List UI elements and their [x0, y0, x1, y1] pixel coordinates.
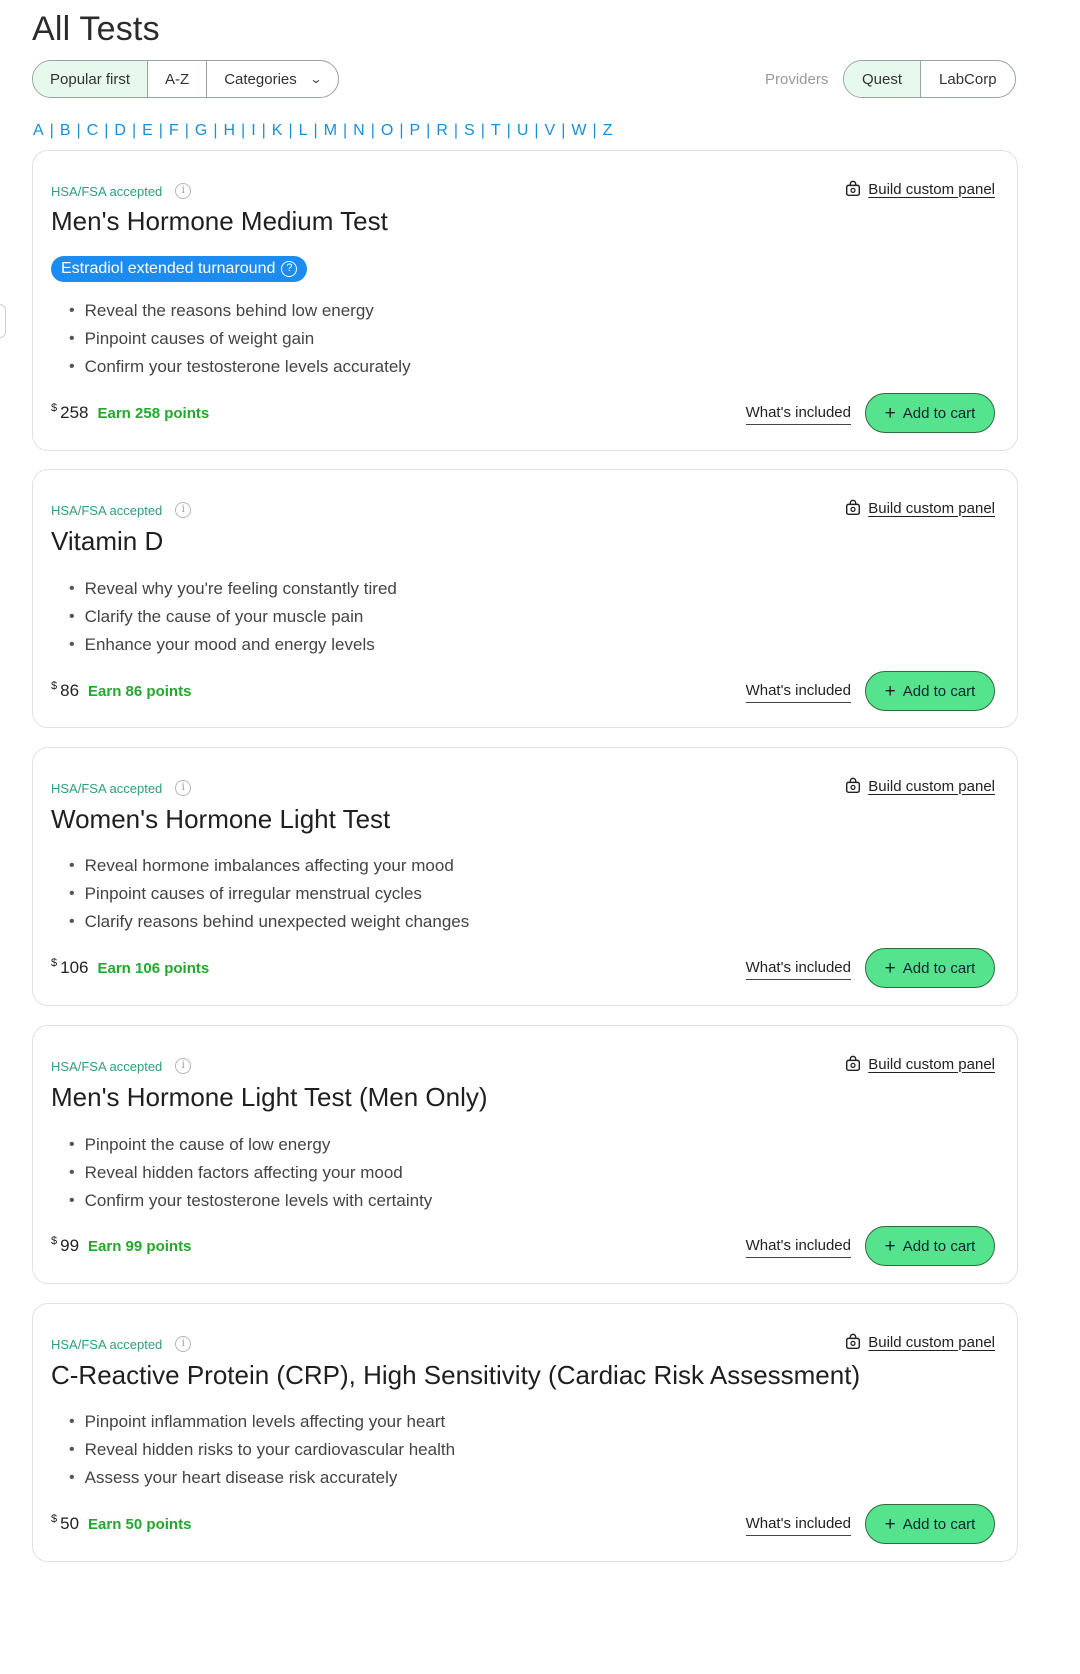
hsa-fsa-label: [51, 1058, 191, 1074]
shopping-bag-icon: [844, 777, 862, 795]
alphabet-separator: |: [104, 122, 109, 139]
shopping-bag-icon: [844, 499, 862, 517]
question-icon: ?: [281, 261, 297, 277]
benefit-list: [69, 575, 397, 659]
price-value: 106: [60, 958, 89, 977]
provider-quest-label: Quest: [862, 70, 903, 88]
alphabet-separator: |: [399, 122, 404, 139]
points-label: Earn 86 points: [88, 683, 192, 700]
price-row: [51, 1236, 191, 1256]
info-icon[interactable]: i: [175, 183, 191, 199]
provider-toggle-group: [843, 60, 1016, 98]
add-to-cart-button[interactable]: [865, 1504, 995, 1544]
side-drawer-handle[interactable]: [0, 304, 6, 338]
price-value: 99: [60, 1236, 80, 1255]
benefit-item: • Pinpoint causes of weight gain: [69, 325, 411, 353]
info-icon[interactable]: i: [175, 1336, 191, 1352]
add-to-cart-label: Add to cart: [902, 1515, 976, 1533]
hsa-fsa-label: [51, 502, 191, 518]
alphabet-letter-g[interactable]: G: [194, 122, 208, 139]
alphabet-separator: |: [213, 122, 218, 139]
build-custom-panel-text: Build custom panel: [868, 499, 995, 517]
alphabet-separator: |: [158, 122, 163, 139]
turnaround-badge[interactable]: [51, 256, 307, 282]
whats-included-link[interactable]: What's included: [746, 682, 851, 703]
alphabet-index: [32, 122, 613, 140]
alphabet-separator: |: [534, 122, 539, 139]
build-custom-panel-link[interactable]: [844, 180, 995, 198]
currency-symbol: $: [51, 957, 58, 969]
info-icon[interactable]: i: [175, 1058, 191, 1074]
test-title: Men's Hormone Medium Test: [51, 206, 388, 236]
alphabet-letter-p[interactable]: P: [409, 122, 421, 139]
build-custom-panel-link[interactable]: [844, 777, 995, 795]
plus-icon: +: [884, 402, 896, 424]
benefit-item: • Enhance your mood and energy levels: [69, 631, 397, 659]
add-to-cart-label: Add to cart: [902, 1237, 976, 1255]
points-label: Earn 50 points: [88, 1516, 192, 1533]
alphabet-separator: |: [313, 122, 318, 139]
sort-popular-label: Popular first: [50, 70, 131, 88]
info-icon[interactable]: i: [175, 502, 191, 518]
sort-popular-button[interactable]: [33, 61, 148, 97]
hsa-fsa-label: [51, 183, 191, 199]
alphabet-letter-r[interactable]: R: [436, 122, 448, 139]
build-custom-panel-text: Build custom panel: [868, 777, 995, 795]
test-title: Men's Hormone Light Test (Men Only): [51, 1082, 488, 1112]
alphabet-letter-l[interactable]: L: [298, 122, 308, 139]
plus-icon: +: [884, 1235, 896, 1257]
alphabet-letter-n[interactable]: N: [353, 122, 365, 139]
alphabet-letter-a[interactable]: A: [33, 122, 44, 139]
alphabet-letter-s[interactable]: S: [464, 122, 475, 139]
alphabet-letter-d[interactable]: D: [114, 122, 126, 139]
add-to-cart-button[interactable]: [865, 393, 995, 433]
benefit-item: • Assess your heart disease risk accurately: [69, 1464, 455, 1492]
add-to-cart-button[interactable]: [865, 671, 995, 711]
shopping-bag-icon: [844, 1333, 862, 1351]
benefit-item: • Reveal hormone imbalances affecting your mood: [69, 852, 469, 880]
alphabet-separator: |: [288, 122, 293, 139]
hsa-fsa-text: HSA/FSA accepted: [51, 1336, 163, 1352]
benefit-list: [69, 1408, 455, 1492]
benefit-item: • Clarify reasons behind unexpected weight changes: [69, 908, 469, 936]
sort-az-button[interactable]: [148, 61, 207, 97]
alphabet-letter-t[interactable]: T: [490, 122, 501, 139]
price-row: [51, 403, 209, 423]
provider-labcorp-button[interactable]: [921, 61, 1015, 97]
badge-text: Estradiol extended turnaround: [61, 260, 276, 277]
price-value: 86: [60, 681, 80, 700]
plus-icon: +: [884, 1513, 896, 1535]
categories-dropdown[interactable]: [207, 61, 338, 97]
points-label: Earn 106 points: [97, 960, 210, 977]
benefit-item: • Confirm your testosterone levels with certainty: [69, 1187, 432, 1215]
alphabet-separator: |: [506, 122, 511, 139]
hsa-fsa-label: [51, 1336, 191, 1352]
add-to-cart-label: Add to cart: [902, 404, 976, 422]
hsa-fsa-text: HSA/FSA accepted: [51, 183, 163, 199]
test-card: [32, 150, 1018, 451]
alphabet-separator: |: [426, 122, 431, 139]
points-label: Earn 258 points: [97, 405, 210, 422]
alphabet-separator: |: [480, 122, 485, 139]
benefit-item: • Reveal why you're feeling constantly tired: [69, 575, 397, 603]
whats-included-link[interactable]: What's included: [746, 959, 851, 980]
test-card: [32, 1025, 1018, 1284]
price-row: [51, 958, 209, 978]
add-to-cart-button[interactable]: [865, 1226, 995, 1266]
build-custom-panel-link[interactable]: [844, 1055, 995, 1073]
sort-toggle-group: [32, 60, 339, 98]
add-to-cart-button[interactable]: [865, 948, 995, 988]
price-value: 50: [60, 1514, 80, 1533]
whats-included-link[interactable]: What's included: [746, 1515, 851, 1536]
currency-symbol: $: [51, 402, 58, 414]
alphabet-separator: |: [131, 122, 137, 139]
page-title: All Tests: [32, 10, 160, 48]
alphabet-letter-e[interactable]: E: [142, 122, 153, 139]
hsa-fsa-label: [51, 780, 191, 796]
alphabet-letter-k[interactable]: K: [271, 122, 283, 139]
price-value: 258: [60, 403, 89, 422]
alphabet-letter-o[interactable]: O: [380, 122, 394, 139]
plus-icon: +: [884, 680, 896, 702]
hsa-fsa-text: HSA/FSA accepted: [51, 1058, 163, 1074]
alphabet-separator: |: [453, 122, 459, 139]
alphabet-separator: |: [49, 122, 54, 139]
alphabet-letter-f[interactable]: F: [168, 122, 179, 139]
build-custom-panel-text: Build custom panel: [868, 180, 995, 198]
provider-labcorp-label: LabCorp: [939, 70, 997, 88]
add-to-cart-label: Add to cart: [902, 959, 976, 977]
alphabet-letter-m[interactable]: M: [323, 122, 338, 139]
alphabet-separator: |: [241, 122, 246, 139]
alphabet-separator: |: [76, 122, 81, 139]
alphabet-separator: |: [343, 122, 348, 139]
price-row: [51, 1514, 191, 1534]
shopping-bag-icon: [844, 1055, 862, 1073]
benefit-item: • Clarify the cause of your muscle pain: [69, 603, 397, 631]
info-icon[interactable]: i: [175, 780, 191, 796]
benefit-item: • Pinpoint causes of irregular menstrual cycles: [69, 880, 469, 908]
build-custom-panel-link[interactable]: [844, 1333, 995, 1351]
benefit-item: • Confirm your testosterone levels accurately: [69, 353, 411, 381]
hsa-fsa-text: HSA/FSA accepted: [51, 502, 163, 518]
alphabet-letter-z[interactable]: Z: [602, 122, 613, 139]
alphabet-separator: |: [561, 122, 566, 139]
alphabet-letter-i[interactable]: I: [251, 122, 256, 139]
benefit-item: • Pinpoint inflammation levels affecting your heart: [69, 1408, 455, 1436]
test-card: [32, 747, 1018, 1006]
sort-az-label: A-Z: [165, 70, 190, 88]
currency-symbol: $: [51, 680, 58, 692]
categories-label: Categories: [224, 70, 297, 88]
chevron-down-icon: ⌄: [309, 72, 323, 86]
add-to-cart-label: Add to cart: [902, 682, 976, 700]
benefit-list: [69, 1131, 432, 1215]
providers-label: Providers: [765, 71, 829, 88]
plus-icon: +: [884, 957, 896, 979]
provider-quest-button[interactable]: [844, 61, 921, 97]
alphabet-separator: |: [184, 122, 189, 139]
currency-symbol: $: [51, 1513, 58, 1525]
shopping-bag-icon: [844, 180, 862, 198]
whats-included-link[interactable]: What's included: [746, 1237, 851, 1258]
alphabet-letter-h[interactable]: H: [223, 122, 236, 139]
test-title: C-Reactive Protein (CRP), High Sensitivity (Cardiac Risk Assessment): [51, 1360, 861, 1390]
alphabet-letter-w[interactable]: W: [571, 122, 587, 139]
alphabet-letter-v[interactable]: V: [544, 122, 556, 139]
price-row: [51, 681, 191, 701]
alphabet-letter-u[interactable]: U: [516, 122, 529, 139]
test-title: Vitamin D: [51, 526, 164, 556]
test-card: [32, 1303, 1018, 1562]
hsa-fsa-text: HSA/FSA accepted: [51, 780, 163, 796]
build-custom-panel-link[interactable]: [844, 499, 995, 517]
alphabet-letter-c[interactable]: C: [86, 122, 99, 139]
benefit-list: [69, 297, 411, 381]
alphabet-separator: |: [592, 122, 597, 139]
test-card: [32, 469, 1018, 728]
benefit-item: • Reveal hidden factors affecting your mood: [69, 1159, 432, 1187]
test-title: Women's Hormone Light Test: [51, 804, 391, 834]
build-custom-panel-text: Build custom panel: [868, 1333, 995, 1351]
build-custom-panel-text: Build custom panel: [868, 1055, 995, 1073]
benefit-item: • Reveal the reasons behind low energy: [69, 297, 411, 325]
points-label: Earn 99 points: [88, 1238, 192, 1255]
benefit-list: [69, 852, 469, 936]
alphabet-letter-b[interactable]: B: [59, 122, 71, 139]
benefit-item: • Reveal hidden risks to your cardiovascular health: [69, 1436, 455, 1464]
whats-included-link[interactable]: What's included: [746, 404, 851, 425]
benefit-item: • Pinpoint the cause of low energy: [69, 1131, 432, 1159]
alphabet-separator: |: [261, 122, 266, 139]
currency-symbol: $: [51, 1235, 58, 1247]
alphabet-separator: |: [370, 122, 375, 139]
